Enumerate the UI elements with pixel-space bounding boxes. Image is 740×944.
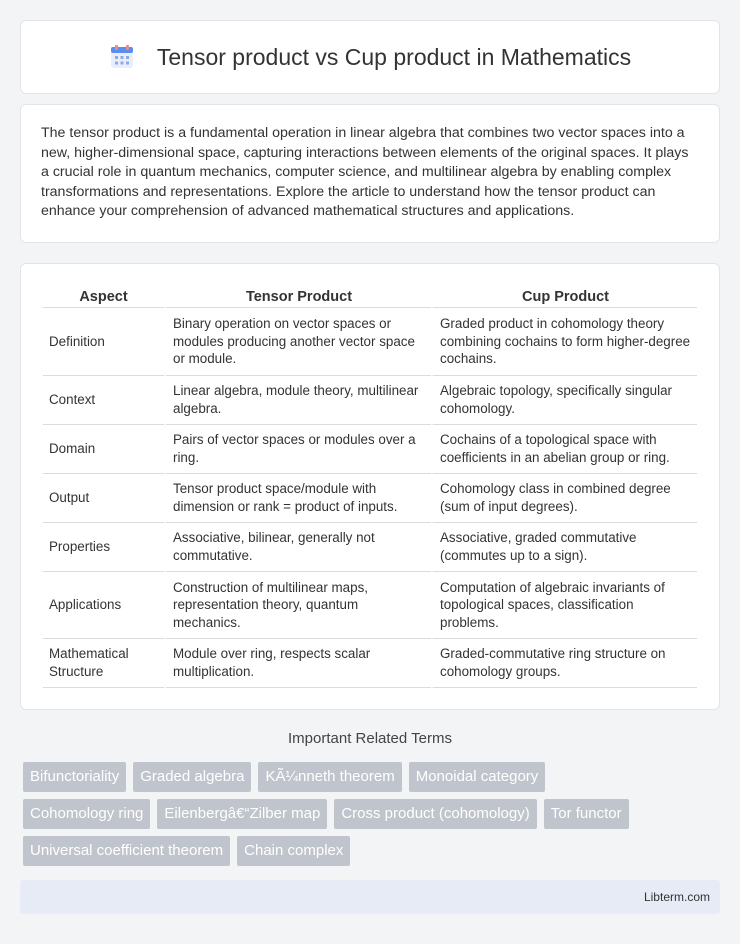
tensor-cell: Module over ring, respects scalar multiplication. xyxy=(164,639,431,688)
table-header-row xyxy=(43,284,697,308)
aspect-cell: Definition xyxy=(43,308,164,376)
related-term-tag[interactable]: Cross product (cohomology) xyxy=(334,799,536,829)
related-term-tag[interactable]: Universal coefficient theorem xyxy=(23,836,230,866)
related-term-tag[interactable]: Cohomology ring xyxy=(23,799,150,829)
footer xyxy=(20,880,720,914)
header-cup-product: Cup Product xyxy=(431,284,697,308)
tensor-cell: Construction of multilinear maps, representation theory, quantum mechanics. xyxy=(164,572,431,639)
comparison-table xyxy=(43,284,697,688)
aspect-cell: Context xyxy=(43,376,164,425)
table-row xyxy=(43,639,697,688)
tensor-cell: Linear algebra, module theory, multilinear algebra. xyxy=(164,376,431,425)
tensor-cell: Binary operation on vector spaces or modules producing another vector space or module. xyxy=(164,308,431,376)
related-term-tag[interactable]: Eilenbergâ€“Zilber map xyxy=(157,799,327,829)
aspect-cell: Properties xyxy=(43,523,164,572)
table-row xyxy=(43,425,697,474)
related-terms-title: Important Related Terms xyxy=(288,730,452,747)
footer-site-link[interactable]: Libterm.com xyxy=(643,890,710,904)
tag-row xyxy=(23,762,723,792)
related-terms-list xyxy=(23,762,723,873)
cup-cell: Graded product in cohomology theory combining cochains to form higher-degree cochains. xyxy=(431,308,697,376)
header-aspect: Aspect xyxy=(43,284,164,308)
table-row xyxy=(43,474,697,523)
cup-cell: Algebraic topology, specifically singular cohomology. xyxy=(431,376,697,425)
calendar-icon xyxy=(109,44,135,70)
related-term-tag[interactable]: Tor functor xyxy=(544,799,629,829)
table-row xyxy=(43,376,697,425)
intro-card xyxy=(20,104,720,243)
table-row xyxy=(43,523,697,572)
tag-row xyxy=(23,799,723,829)
tensor-cell: Associative, bilinear, generally not commutative. xyxy=(164,523,431,572)
page-title: Tensor product vs Cup product in Mathematics xyxy=(156,43,632,70)
cup-cell: Graded-commutative ring structure on cohomology groups. xyxy=(431,639,697,688)
table-row xyxy=(43,572,697,639)
header-tensor-product: Tensor Product xyxy=(164,284,431,308)
aspect-cell: Domain xyxy=(43,425,164,474)
title-card xyxy=(20,20,720,94)
cup-cell: Cohomology class in combined degree (sum of input degrees). xyxy=(431,474,697,523)
aspect-cell: Mathematical Structure xyxy=(43,639,164,688)
aspect-cell: Applications xyxy=(43,572,164,639)
cup-cell: Associative, graded commutative (commutes up to a sign). xyxy=(431,523,697,572)
related-term-tag[interactable]: Chain complex xyxy=(237,836,350,866)
table-row xyxy=(43,308,697,376)
tensor-cell: Tensor product space/module with dimension or rank = product of inputs. xyxy=(164,474,431,523)
comparison-card xyxy=(20,263,720,710)
tag-row xyxy=(23,836,723,866)
related-term-tag[interactable]: KÃ¼nneth theorem xyxy=(258,762,401,792)
related-term-tag[interactable]: Monoidal category xyxy=(409,762,546,792)
related-term-tag[interactable]: Bifunctoriality xyxy=(23,762,126,792)
related-term-tag[interactable]: Graded algebra xyxy=(133,762,251,792)
intro-text: The tensor product is a fundamental operation in linear algebra that combines two vector spaces into a new, higher-dimensional space, capturing interactions between elements of the original spaces. It plays a crucial role in quantum mechanics, computer science, and multilinear algebra by enabling complex transformations and representations. Explore the article to understand how the tensor product can enhance your comprehension of advanced mathematical structures and applications. xyxy=(41,125,689,220)
cup-cell: Computation of algebraic invariants of topological spaces, classification problems. xyxy=(431,572,697,639)
aspect-cell: Output xyxy=(43,474,164,523)
tensor-cell: Pairs of vector spaces or modules over a ring. xyxy=(164,425,431,474)
cup-cell: Cochains of a topological space with coefficients in an abelian group or ring. xyxy=(431,425,697,474)
